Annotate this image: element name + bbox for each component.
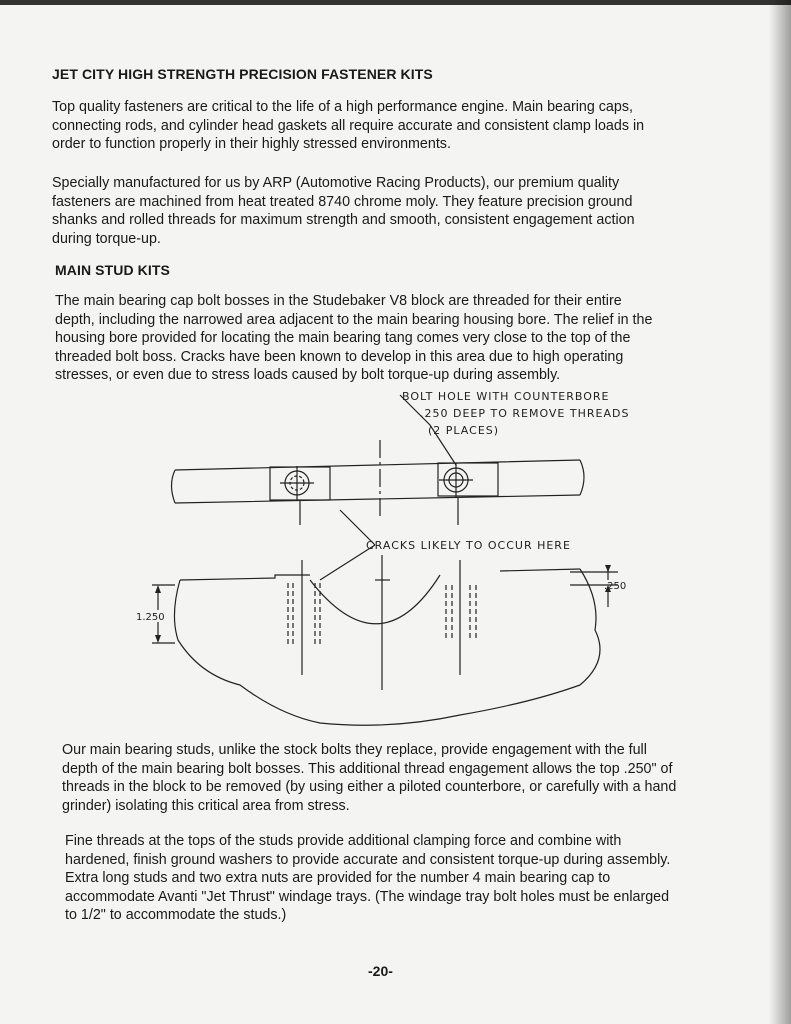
paragraph-line: Fine threads at the tops of the studs provide additional clamping force and combine with [65, 833, 622, 849]
paragraph-line: The main bearing cap bolt bosses in the Studebaker V8 block are threaded for their entire [55, 293, 622, 309]
paragraph-line: Top quality fasteners are critical to the life of a high performance engine. Main bearing caps, [52, 99, 633, 115]
paragraph-line: connecting rods, and cylinder head gaskets all require accurate and consistent clamp loads in [52, 117, 645, 134]
paragraph-line: housing bore provided for locating the main bearing tang comes very close to the top of the [55, 330, 631, 347]
paragraph-line: to 1/2" to accommodate the studs.) [65, 907, 287, 924]
top-view-bar [175, 460, 580, 503]
paragraph-line: grinder) isolating this critical area from stress. [62, 797, 350, 814]
intro-paragraph [52, 98, 644, 154]
paragraph-line: threads in the block to be removed (by using either a piloted counterbore, or carefully with a hand [62, 779, 677, 796]
bearing-bore-arc [310, 575, 440, 624]
block-outline [174, 569, 600, 725]
dimension-right-label: .250 [604, 581, 627, 592]
dimension-left-label: 1.250 [136, 612, 165, 623]
page-number: -20- [368, 963, 393, 979]
section-heading-fastener-kits: JET CITY HIGH STRENGTH PRECISION FASTENER KITS [52, 66, 433, 82]
counterbore-note-line3: (2 PLACES) [428, 424, 500, 437]
paragraph-line: fasteners are machined from heat treated 8740 chrome moly. They feature precision ground [52, 193, 633, 210]
paragraph-line: stresses, or even due to stress loads caused by bolt torque-up during assembly. [55, 367, 561, 384]
paragraph-line: Specially manufactured for us by ARP (Automotive Racing Products), our premium quality [52, 175, 620, 191]
paragraph-line: threaded bolt boss. Cracks have been known to develop in this area due to high operating [55, 348, 624, 365]
paragraph-line: shanks and rolled threads for maximum strength and smooth, consistent engagement action [52, 212, 635, 229]
stud-bosses-paragraph [55, 292, 652, 385]
studs-engagement-paragraph [62, 741, 676, 815]
paragraph-line: Our main bearing studs, unlike the stock bolts they replace, provide engagement with the full [62, 742, 647, 758]
paragraph-line: order to function properly in their highly stressed environments. [52, 136, 451, 153]
counterbore-note-line1: BOLT HOLE WITH COUNTERBORE [402, 390, 610, 403]
fine-threads-paragraph [65, 832, 670, 925]
arp-paragraph [52, 174, 635, 248]
section-heading-main-stud-kits: MAIN STUD KITS [55, 262, 170, 278]
paragraph-line: accommodate Avanti "Jet Thrust" windage trays. (The windage tray bolt holes must be enlarged [65, 888, 670, 905]
paragraph-line: hardened, finish ground washers to provide accurate and consistent torque-up during assembly. [65, 851, 671, 868]
paragraph-line: during torque-up. [52, 230, 161, 247]
bearing-cap-diagram [130, 385, 730, 735]
cracks-label: CRACKS LIKELY TO OCCUR HERE [366, 539, 571, 552]
paragraph-line: Extra long studs and two extra nuts are provided for the number 4 main bearing cap to [65, 870, 611, 887]
paragraph-line: depth, including the narrowed area adjacent to the main bearing housing bore. The relief in the [55, 311, 653, 328]
paragraph-line: depth of the main bearing bolt bosses. This additional thread engagement allows the top .250" of [62, 760, 673, 777]
diagram-svg [130, 385, 730, 735]
counterbore-note-line2: .250 DEEP TO REMOVE THREADS [420, 407, 630, 420]
